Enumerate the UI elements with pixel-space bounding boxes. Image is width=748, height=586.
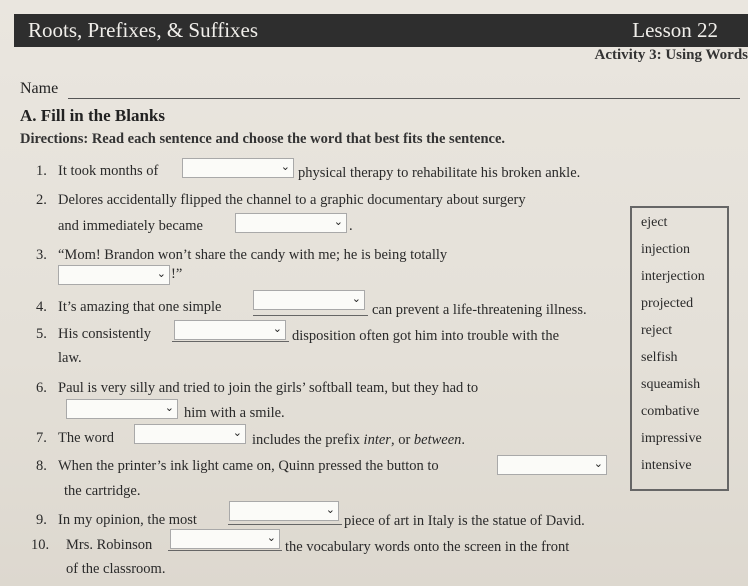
question-number: 5. [36, 326, 47, 342]
question-text: law. [58, 350, 82, 366]
question-number: 10. [31, 537, 50, 553]
answer-dropdown-2[interactable] [235, 213, 347, 233]
prefix-term: inter [363, 432, 391, 448]
chevron-down-icon: ⌄ [164, 401, 174, 414]
name-label: Name [20, 80, 59, 97]
header-bar [14, 14, 748, 47]
name-line[interactable] [68, 98, 740, 99]
question-text: Mrs. Robinson [66, 537, 153, 553]
question-text: . [349, 218, 353, 234]
question-text: piece of art in Italy is the statue of David. [344, 513, 585, 529]
question-text: It’s amazing that one simple [58, 299, 222, 315]
question-text: of the classroom. [66, 561, 166, 577]
word-bank-item: eject [641, 215, 668, 230]
activity-label: Activity 3: Using Words [594, 47, 748, 63]
word-bank-item: selfish [641, 350, 678, 365]
answer-dropdown-4[interactable] [253, 290, 365, 310]
chevron-down-icon: ⌄ [266, 531, 276, 544]
answer-dropdown-6[interactable] [66, 399, 178, 419]
section-title: A. Fill in the Blanks [20, 106, 166, 125]
chevron-down-icon: ⌄ [272, 322, 282, 335]
chevron-down-icon: ⌄ [333, 215, 343, 228]
question-text: and immediately became [58, 218, 203, 234]
question-text: In my opinion, the most [58, 512, 197, 528]
chevron-down-icon: ⌄ [232, 426, 242, 439]
prefix-phrase: includes the prefix [252, 432, 360, 448]
question-text: The word [58, 430, 114, 446]
chevron-down-icon: ⌄ [156, 267, 166, 280]
question-text: It took months of [58, 163, 159, 179]
question-number: 6. [36, 380, 47, 396]
question-text: Paul is very silly and tried to join the girls’ softball team, but they had to [58, 380, 479, 396]
word-bank [630, 206, 729, 491]
question-number: 9. [36, 512, 47, 528]
word-bank-item: combative [641, 404, 700, 419]
question-text: “Mom! Brandon won’t share the candy with me; he is being totally [58, 247, 448, 263]
answer-dropdown-7[interactable] [134, 424, 246, 444]
chevron-down-icon: ⌄ [351, 292, 361, 305]
answer-dropdown-5[interactable] [174, 320, 286, 340]
word-bank-item: injection [641, 242, 690, 257]
word-bank-item: intensive [641, 458, 692, 473]
prefix-connector: , or [390, 432, 411, 448]
word-bank-item: projected [641, 296, 694, 311]
answer-underline [172, 341, 289, 342]
answer-underline [253, 315, 368, 316]
lesson-label: Lesson 22 [632, 18, 718, 42]
directions: Directions: Read each sentence and choose the word that best fits the sentence. [20, 131, 506, 147]
question-text: When the printer’s ink light came on, Quinn pressed the button to [58, 458, 439, 474]
page-title: Roots, Prefixes, & Suffixes [28, 18, 259, 42]
question-number: 8. [36, 458, 47, 474]
question-number: 2. [36, 192, 47, 208]
question-text: physical therapy to rehabilitate his broken ankle. [298, 165, 581, 181]
question-number: 7. [36, 430, 47, 446]
word-bank-item: reject [641, 323, 673, 338]
answer-dropdown-9[interactable] [229, 501, 339, 521]
sentence-end: . [461, 432, 466, 448]
question-number: 1. [36, 163, 47, 179]
word-bank-item: interjection [641, 269, 705, 284]
answer-dropdown-10[interactable] [170, 529, 280, 549]
question-text [252, 432, 465, 449]
answer-underline [168, 550, 282, 551]
word-bank-item: squeamish [641, 377, 701, 392]
question-text: His consistently [58, 326, 152, 342]
chevron-down-icon: ⌄ [593, 457, 603, 470]
answer-dropdown-8[interactable] [497, 455, 607, 475]
chevron-down-icon: ⌄ [280, 160, 290, 173]
answer-dropdown-3[interactable] [58, 265, 170, 285]
prefix-meaning: between [413, 432, 462, 448]
chevron-down-icon: ⌄ [325, 503, 335, 516]
question-number: 3. [36, 247, 47, 263]
word-bank-item: impressive [641, 431, 702, 446]
question-number: 4. [36, 299, 47, 315]
question-text: the cartridge. [64, 483, 141, 499]
answer-dropdown-1[interactable] [182, 158, 294, 178]
question-text: disposition often got him into trouble with the [292, 328, 560, 344]
question-text: Delores accidentally flipped the channel to a graphic documentary about surgery [58, 192, 526, 208]
question-text: him with a smile. [184, 405, 285, 421]
question-text: !” [171, 266, 183, 282]
answer-underline [228, 524, 342, 525]
question-text: can prevent a life-threatening illness. [372, 302, 587, 318]
question-text: the vocabulary words onto the screen in the front [285, 539, 570, 555]
